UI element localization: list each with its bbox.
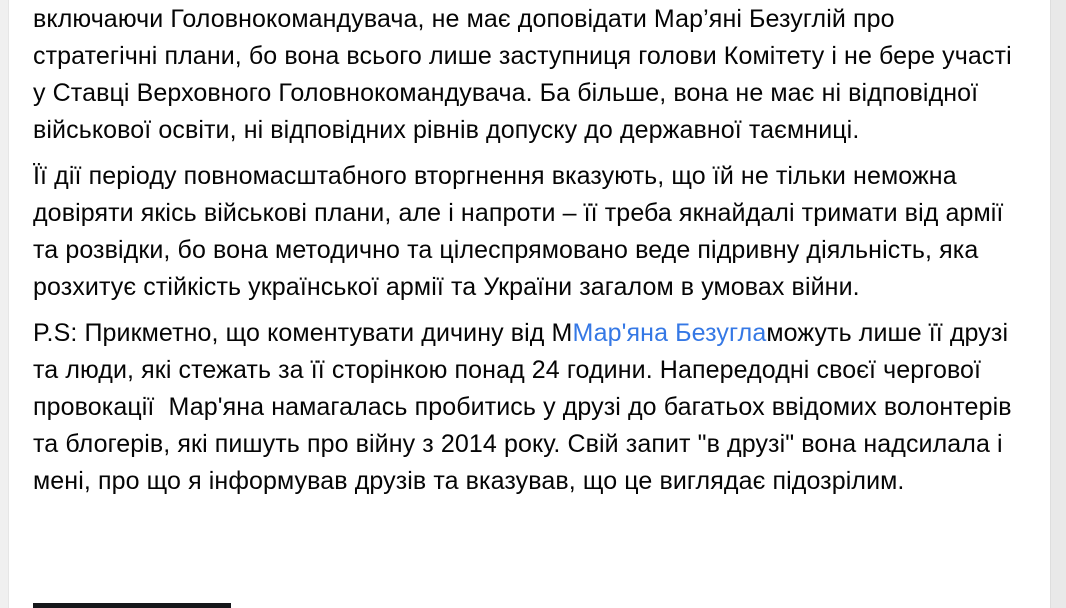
post-paragraph-3-text-after: можуть лише її друзі та люди, які стежать за її сторінкою понад 24 години. Напередодні своєї чергової провокації Мар'яна намагалась пробитись у друзі до багатьох ввідомих волонтерів та блогерів, які пишуть про війну з 2014 року. Свій запит "в друзі" вона надсилала і мені, про що я інформував друзів та вказував, що це виглядає підозрілим. (33, 319, 1019, 495)
post-paragraph-3 (33, 315, 1019, 500)
post-paragraph-1: включаючи Головнокомандувача, не має доповідати Мар’яні Безуглій про стратегічні плани, бо вона всього лише заступниця голови Комітету і не бере участі у Ставці Верховного Головнокомандувача. Ба більше, вона не має ні відповідної військової освіти, ні відповідних рівнів допуску до державної таємниці. (33, 5, 1019, 144)
post-paragraph-2: Її дії періоду повномасштабного вторгнення вказують, що їй не тільки неможна довіряти якісь військові плани, але і напроти – її треба якнайдалі тримати від армії та розвідки, бо вона методично та цілеспрямовано веде підривну діяльність, яка розхитує стійкість української армії та України загалом в умовах війни. (33, 162, 1011, 301)
post-paragraph-3-text-before: P.S: Прикметно, що коментувати дичину від М (33, 319, 573, 347)
page-edge-right (1050, 0, 1066, 608)
post-body (33, 1, 1019, 509)
page-edge-left (0, 0, 9, 608)
cutoff-content-top-edge (33, 603, 231, 608)
mention-link[interactable]: Мар'яна Безугла (572, 319, 767, 347)
